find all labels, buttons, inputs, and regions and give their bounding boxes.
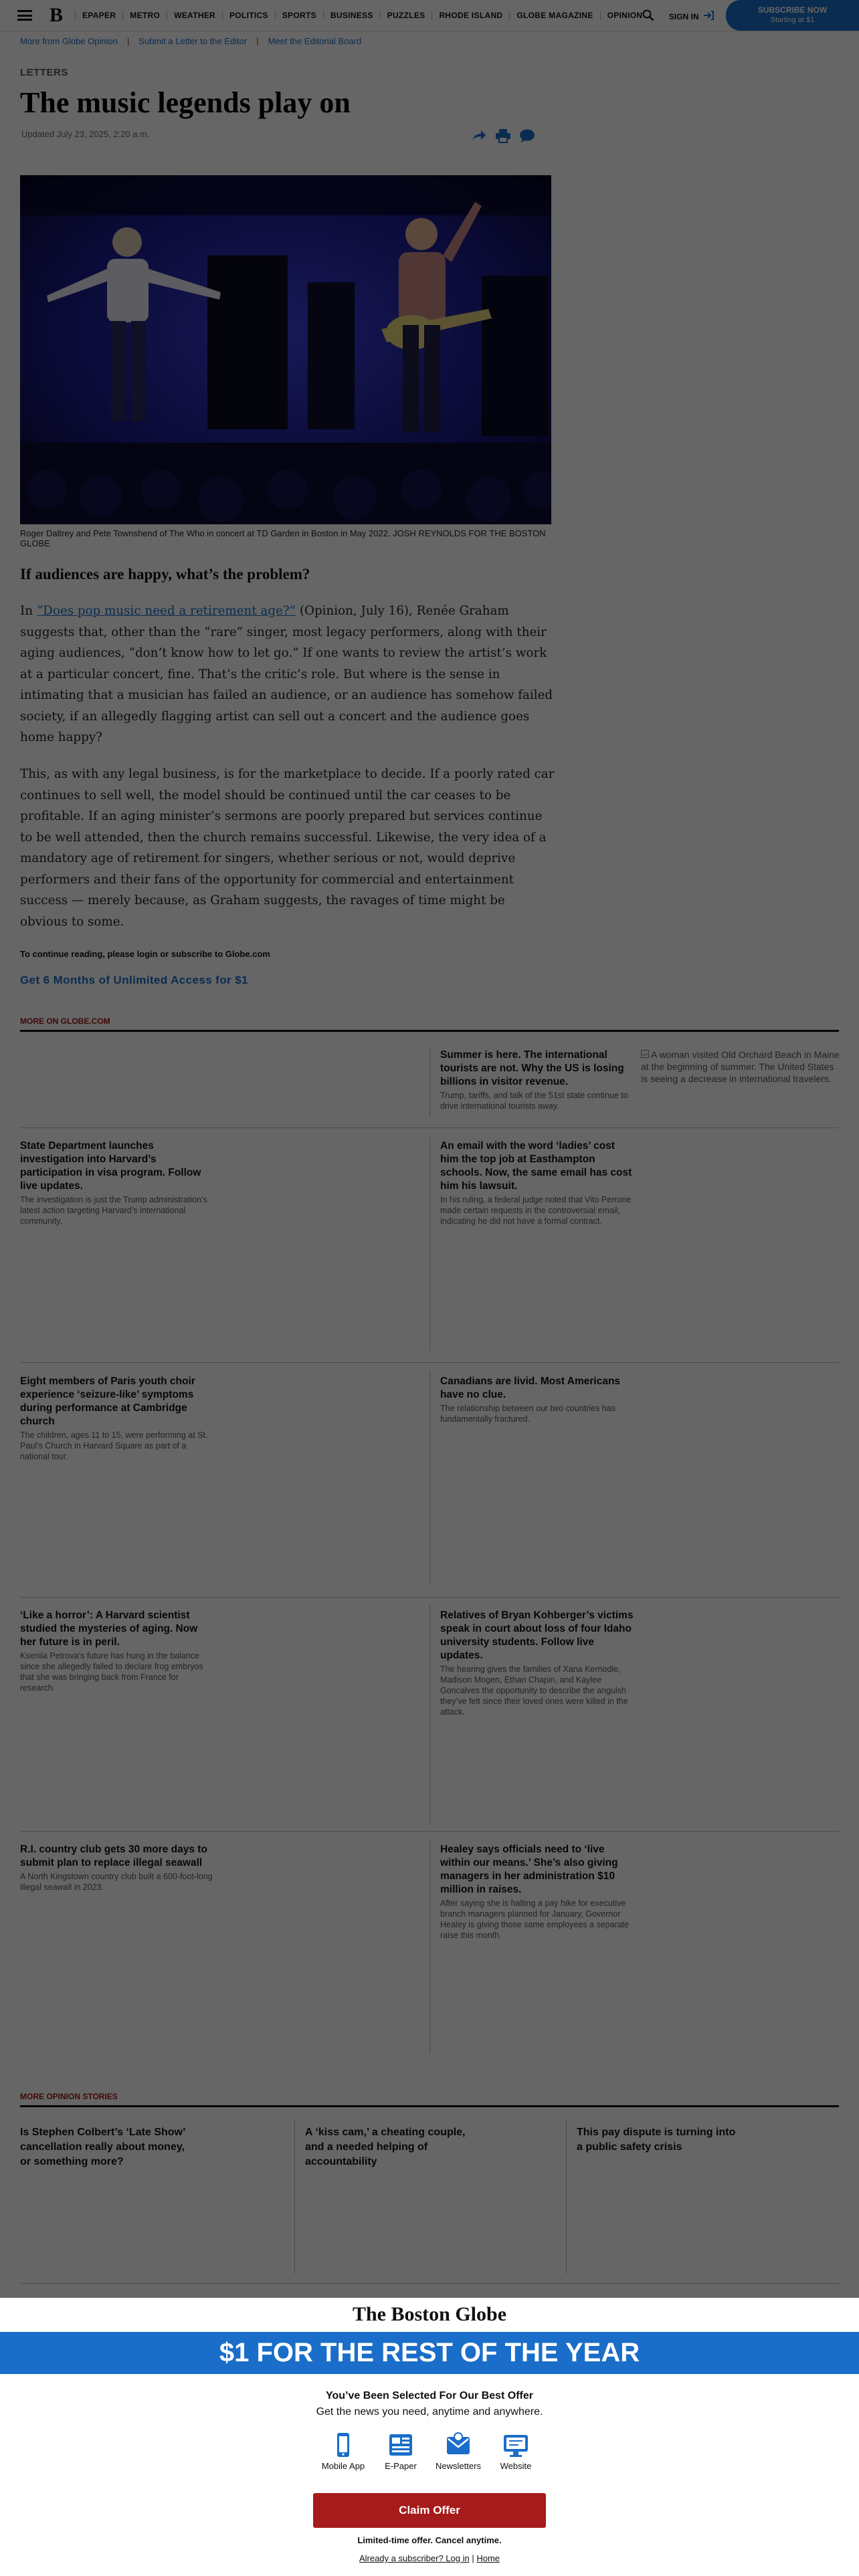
- boston-globe-logo: The Boston Globe: [352, 2303, 507, 2325]
- offer-heading: You’ve Been Selected For Our Best Offer: [325, 2390, 533, 2401]
- website-monitor-icon: [502, 2432, 529, 2458]
- benefit-list: [314, 2432, 545, 2471]
- epaper-icon: [387, 2432, 414, 2458]
- mobile-phone-icon: [332, 2432, 355, 2458]
- divider: |: [472, 2553, 477, 2563]
- benefit-label: E-Paper: [385, 2461, 417, 2471]
- benefit-label: Newsletters: [436, 2461, 481, 2471]
- modal-footer-links: [0, 2553, 859, 2563]
- home-link[interactable]: Home: [476, 2553, 500, 2563]
- offer-terms: Limited-time offer. Cancel anytime.: [357, 2535, 502, 2545]
- benefit-website: [487, 2432, 545, 2471]
- login-link[interactable]: Already a subscriber? Log in: [359, 2553, 470, 2563]
- benefit-label: Mobile App: [321, 2461, 365, 2471]
- newsletter-envelope-icon: [445, 2432, 472, 2458]
- subscription-modal: [0, 2298, 859, 2576]
- offer-tagline: Get the news you need, anytime and anywhere.: [316, 2406, 543, 2418]
- benefit-label: Website: [500, 2461, 532, 2471]
- benefit-epaper: [372, 2432, 430, 2471]
- offer-banner: $1 FOR THE REST OF THE YEAR: [0, 2332, 859, 2374]
- benefit-newsletters: [430, 2432, 487, 2471]
- benefit-mobile-app: [314, 2432, 372, 2471]
- claim-offer-button[interactable]: Claim Offer: [313, 2493, 546, 2528]
